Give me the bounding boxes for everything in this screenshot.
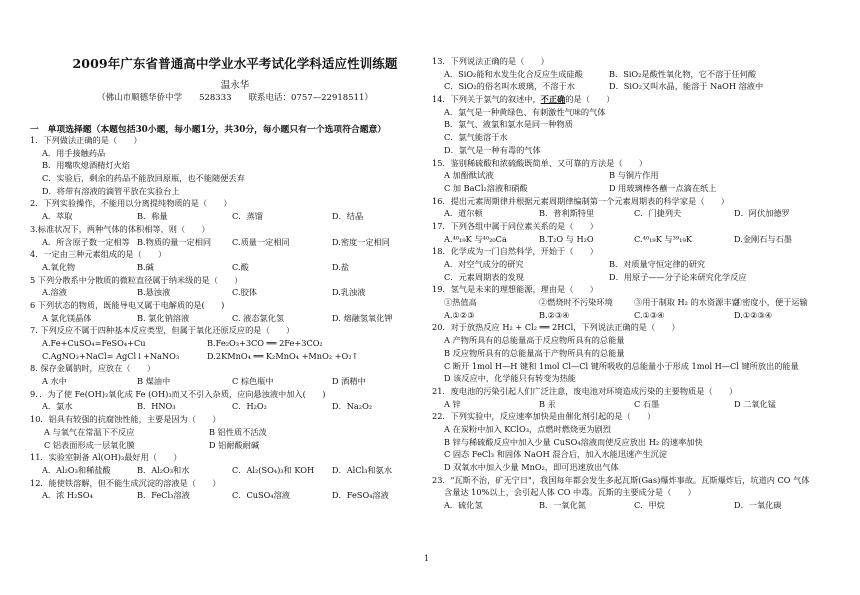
option-text: B 与铜片作用 [609, 170, 659, 181]
question-options [432, 334, 837, 347]
option-text: D 二氧化锰 [734, 398, 776, 409]
question-stem [432, 195, 837, 208]
option-text: D．阿伏加德罗 [734, 208, 790, 219]
option-text: D．结晶 [332, 211, 364, 222]
question-options [432, 144, 837, 157]
question-options [432, 271, 837, 284]
option-text: B．HNO₃ [137, 401, 176, 412]
option-text: B 铝性质不活泼 [209, 426, 267, 437]
option-text: A.氧化物 [42, 261, 76, 272]
question-stem [432, 385, 837, 398]
option-text: A 与氧气在常温下不反应 [44, 426, 135, 437]
option-text: A．对空气成分的研究 [444, 259, 524, 269]
question-options [30, 286, 435, 299]
question-options [432, 258, 837, 271]
option-text: B．称量 [137, 211, 168, 222]
section-heading: 一 单项选择题（本题包括30小题，每小题1分，共30分，每小题只有一个选项符合题意） [30, 125, 387, 135]
question-options [432, 106, 837, 119]
question-stem [30, 451, 435, 464]
option-text: D 用玻璃棒各蘸一点滴在纸上 [609, 182, 717, 193]
option-text: B.T₂O 与 H₂O [539, 233, 594, 244]
question-text: 14．下列关于氯气的叙述中， [432, 94, 541, 105]
question-options [30, 400, 435, 413]
option-text: C．元素周期表的发现 [444, 271, 524, 282]
option-text: ①热值高 [444, 297, 477, 308]
question-options [432, 372, 837, 385]
option-text: D 酒精中 [332, 376, 366, 387]
option-text: B.②③④ [539, 309, 570, 320]
option-text: C 棕色瓶中 [232, 376, 274, 387]
option-text: B．用嘴吹熄酒精灯火焰 [42, 160, 130, 171]
question-list-left [30, 134, 435, 502]
option-text: A.⁴⁰₁₉K 与⁴⁰₂₀Ca [444, 233, 507, 244]
question-options [432, 423, 837, 436]
question-stem [432, 157, 837, 170]
question-options [432, 499, 837, 512]
question-options [432, 347, 837, 360]
question-options [30, 185, 435, 198]
option-text: C.酸 [232, 261, 249, 272]
option-text: D. 熔融氢氧化钾 [332, 312, 393, 323]
option-text: C 固态 FeCl₃ 和固体 NaOH 混合后，加入水能迅速产生沉淀 [444, 449, 667, 460]
option-text: C.①③④ [634, 309, 665, 320]
question-text: 3.标准状况下，两种气体的体积相等，则（ ） [30, 223, 210, 234]
option-text: A．Al₂O₃和稀盐酸 [42, 464, 111, 475]
option-text: ③用于制取 H₂ 的水资源丰富 [634, 297, 740, 308]
question-options [432, 448, 837, 461]
question-options [432, 182, 837, 195]
option-text: B.悬浊液 [137, 287, 171, 298]
option-text: D．氯气是一种有毒的气体 [444, 144, 541, 155]
question-text: 的是（ ） [565, 94, 615, 105]
option-text: B．对质量守恒定律的研究 [609, 259, 706, 269]
option-text: A 产物所具有的总能量高于反应物所具有的总能量 [444, 335, 625, 346]
option-text: A.溶液 [42, 287, 67, 298]
option-text: D．SiO₂又叫水晶，能溶于 NaOH 溶液中 [609, 81, 764, 92]
question-text: 5 下列分散系中分散质的微粒直径属于纳米级的是（ ） [30, 274, 243, 285]
question-stem [30, 324, 435, 337]
question-stem [30, 223, 435, 236]
question-text: 不正确 [540, 94, 566, 105]
option-text: D．一氧化碳 [734, 500, 782, 511]
option-text: D．Na₂O₂ [332, 401, 373, 412]
question-stem [30, 299, 435, 312]
option-text: D 双氧水中加入少量 MnO₂，即可迅速放出气体 [444, 462, 619, 472]
option-text: B．普利斯特里 [539, 208, 595, 219]
question-options [432, 207, 837, 220]
option-text: D.密度一定相同 [332, 236, 390, 247]
option-text: D.2KMnO₄ ══ K₂MnO₄ +MnO₂ +O₂↑ [207, 350, 359, 361]
question-options [30, 261, 435, 274]
option-text: D.盐 [332, 261, 350, 272]
question-list-right [432, 55, 837, 512]
question-options [30, 337, 435, 350]
option-text: C．门捷列夫 [634, 208, 682, 219]
option-text: B．Al₂O₃和水 [137, 464, 190, 475]
page-number: 1 [424, 554, 430, 563]
option-text: B．SiO₂是酸性氧化物，它不溶于任何酸 [609, 68, 757, 79]
question-options [432, 233, 837, 246]
question-stem [30, 248, 435, 261]
question-stem [30, 134, 435, 147]
option-text: B．FeCl₃溶液 [137, 490, 190, 501]
question-options [432, 68, 837, 81]
question-options [432, 436, 837, 449]
option-text: C 加 BaCl₂溶液和硝酸 [444, 182, 528, 193]
question-text: 13．下列说法正确的是（ ） [432, 56, 549, 66]
question-options [432, 461, 837, 474]
question-stem [30, 388, 435, 401]
option-text: A 锌 [444, 398, 461, 409]
option-text: B.碱 [137, 261, 154, 272]
question-text: 19．氢气是未来的理想能源，理由是（ ） [432, 284, 598, 295]
question-options [432, 309, 837, 322]
question-stem [432, 474, 837, 487]
option-text: C 石墨 [634, 398, 660, 409]
question-stem [432, 220, 837, 233]
option-text: C．SiO₂的俗名叫水玻璃，不溶于水 [444, 81, 575, 92]
option-text: A．浓 H₂SO₄ [42, 490, 93, 501]
question-options [30, 426, 435, 439]
option-text: D.金刚石与石墨 [734, 233, 792, 244]
page-title: 2009年广东省普通高中学业水平考试化学科适应性训练题 [72, 56, 398, 71]
option-text: A 氯化镁晶体 [42, 312, 92, 323]
option-text: B 锌与稀硫酸反应中加入少量 CuSO₄溶液而使反应放出 H₂ 的速率加快 [444, 436, 703, 447]
option-text: C.AgNO₃+NaCl= AgCl↓+NaNO₃ [42, 350, 180, 361]
option-text: C 铝表面形成一层氧化膜 [44, 439, 135, 450]
option-text: D.乳浊液 [332, 287, 366, 298]
option-text: C．Al₂(SO₄)₃和 KOH [232, 464, 315, 475]
option-text: B.物质的量一定相同 [137, 236, 212, 247]
question-stem [30, 197, 435, 210]
question-stem [432, 245, 837, 258]
question-text: 12．能使铁溶解，但不能生成沉淀的溶液是（ ） [30, 477, 221, 488]
option-text: C.胶体 [232, 287, 257, 298]
question-text: 7. 下列反应不属于四种基本反应类型，但属于氧化还原反应的是（ ） [30, 325, 295, 336]
question-options [30, 210, 435, 223]
option-text: A 在炭粉中加入 KClO₃，点燃时燃烧更为剧烈 [444, 423, 611, 434]
option-text: A 水中 [42, 376, 67, 387]
question-text: 23．"瓦斯不治，矿无宁日"，我国每年都会发生多起瓦斯(Gas)爆炸事故。瓦斯爆炸后，坑道内 CO 气体 [432, 474, 810, 485]
question-text: 20．对于放热反应 H₂ + Cl₂ ══ 2HCl，下列说法正确的是（ ） [432, 322, 680, 333]
question-text: 15．鉴别稀硫酸和浓硫酸既简单、又可靠的方法是（ ） [432, 157, 648, 168]
question-options [30, 439, 435, 452]
question-text: 2．下列实验操作，不能用以分离提纯物质的是（ ） [30, 198, 232, 209]
question-options [30, 172, 435, 185]
option-text: A．SiO₂能和水发生化合反应生成硅酸 [444, 68, 583, 79]
question-stem [432, 283, 837, 296]
option-text: B．一氧化氮 [539, 500, 586, 511]
option-text: B 汞 [539, 398, 556, 409]
question-options [30, 159, 435, 172]
option-text: A．用手接触药品 [42, 147, 106, 158]
author: 温永华 [220, 80, 250, 91]
question-options [30, 312, 435, 325]
option-text: A．所含原子数一定相等 [42, 236, 130, 247]
question-text: 16．提出元素周期律并根据元素周期律编制第一个元素周期表的科学家是（ ） [432, 195, 729, 206]
question-text: 22．下列实验中，反应速率加快是由催化剂引起的是（ ） [432, 411, 656, 422]
question-text: 8. 保存金属钠时，应放在（ ） [30, 363, 156, 374]
question-options [432, 398, 837, 411]
question-stem [432, 93, 837, 106]
option-text: D．AlCl₃和氨水 [332, 464, 393, 475]
question-text: 4．一定由三种元素组成的是（ ） [30, 249, 167, 260]
question-text: 11．实验室制备 Al(OH)₃最好用（ ） [30, 452, 182, 463]
question-options [432, 296, 837, 309]
question-options [30, 375, 435, 388]
question-text: 17．下列各组中属于同位素关系的是（ ） [432, 220, 598, 231]
question-options [30, 489, 435, 502]
option-text: D．FeSO₄溶液 [332, 490, 389, 501]
option-text: C.⁴⁰₁₉K 与³⁹₁₉K [634, 233, 692, 244]
question-text: 6 下列状态的物质，既能导电又属于电解质的是( ) [30, 299, 225, 310]
question-stem [30, 413, 435, 426]
option-text: D.①②③④ [734, 309, 773, 320]
question-options [30, 147, 435, 160]
option-text: ④密度小，便于运输 [734, 297, 808, 308]
option-text: A.①②③ [444, 309, 475, 320]
option-text: D 该反应中，化学能只有转变为热能 [444, 373, 576, 384]
question-options [30, 464, 435, 477]
option-text: B.Fe₂O₃+3CO ══ 2Fe+3CO₂ [207, 338, 323, 348]
option-text: A．道尔顿 [444, 208, 483, 219]
question-stem [30, 477, 435, 490]
option-text: C.质量一定相同 [232, 236, 290, 247]
option-text: C. 液态氯化氢 [232, 312, 285, 323]
option-text: C．CuSO₄溶液 [232, 490, 290, 501]
option-text: C．蒸馏 [232, 211, 263, 222]
question-options [432, 360, 837, 373]
question-options [30, 236, 435, 249]
option-text: A．氯水 [42, 401, 73, 412]
option-text: C．甲烷 [634, 500, 665, 511]
option-text: D 铝耐酸耐碱 [209, 439, 260, 450]
affiliation: （佛山市顺德华侨中学 528333 联系电话：0757—22918511） [97, 93, 373, 103]
option-text: D．用原子——分子论来研究化学反应 [609, 271, 747, 282]
option-text: A．硫化氢 [444, 500, 483, 511]
option-text: B 煤油中 [137, 376, 171, 387]
option-text: C．实验后，剩余的药品不能放回原瓶，也不能随便丢弃 [42, 173, 245, 184]
question-text: 18．化学成为一门自然科学，开始于（ ） [432, 246, 598, 257]
option-text: B 反应物所具有的总能量高于产物所具有的总能量 [444, 347, 625, 358]
option-text: C．H₂O₂ [232, 401, 267, 412]
question-stem [432, 321, 837, 334]
question-options [432, 486, 837, 499]
option-text: B．氯气、液氯和氯水是同一种物质 [444, 119, 573, 130]
question-options [432, 169, 837, 182]
option-text: C 断开 1mol H—H 键和 1mol Cl—Cl 键所吸收的总能量小于形成 1mol H—Cl 键所放出的能量 [444, 360, 799, 371]
option-text: A．萃取 [42, 211, 73, 222]
option-text: A．氯气是一种黄绿色、有刺激性气味的气体 [444, 106, 606, 117]
question-options [432, 118, 837, 131]
question-text: 9．．为了使 Fe(OH)₂氧化成 Fe (OH)₃而又不引入杂质，应向悬浊液中加入( ) [30, 388, 326, 399]
option-text: B. 氯化钠溶液 [137, 312, 190, 323]
question-stem [432, 410, 837, 423]
question-options [432, 80, 837, 93]
option-text: A 加酚酞试液 [444, 170, 494, 181]
question-text: 1．下列做法正确的是（ ） [30, 135, 142, 145]
question-options [30, 350, 435, 363]
option-text: 含量达 10%以上，会引起人体 CO 中毒。瓦斯的主要成分是（ ） [444, 487, 696, 498]
option-text: ②燃烧时不污染环境 [539, 297, 613, 308]
question-stem [30, 362, 435, 375]
question-text: 10．铝具有较强的抗腐蚀性能，主要是因为（ ） [30, 414, 221, 425]
option-text: A.Fe+CuSO₄=FeSO₄+Cu [42, 338, 146, 348]
question-text: 21．废电池的污染引起人们广泛注意，废电池对环境造成污染的主要物质是（ ） [432, 385, 738, 396]
question-stem [432, 55, 837, 68]
option-text: C．氯气能溶于水 [444, 132, 508, 143]
question-options [432, 131, 837, 144]
question-stem [30, 274, 435, 287]
option-text: D．将带有溶液的滴管平放在实验台上 [42, 185, 180, 196]
